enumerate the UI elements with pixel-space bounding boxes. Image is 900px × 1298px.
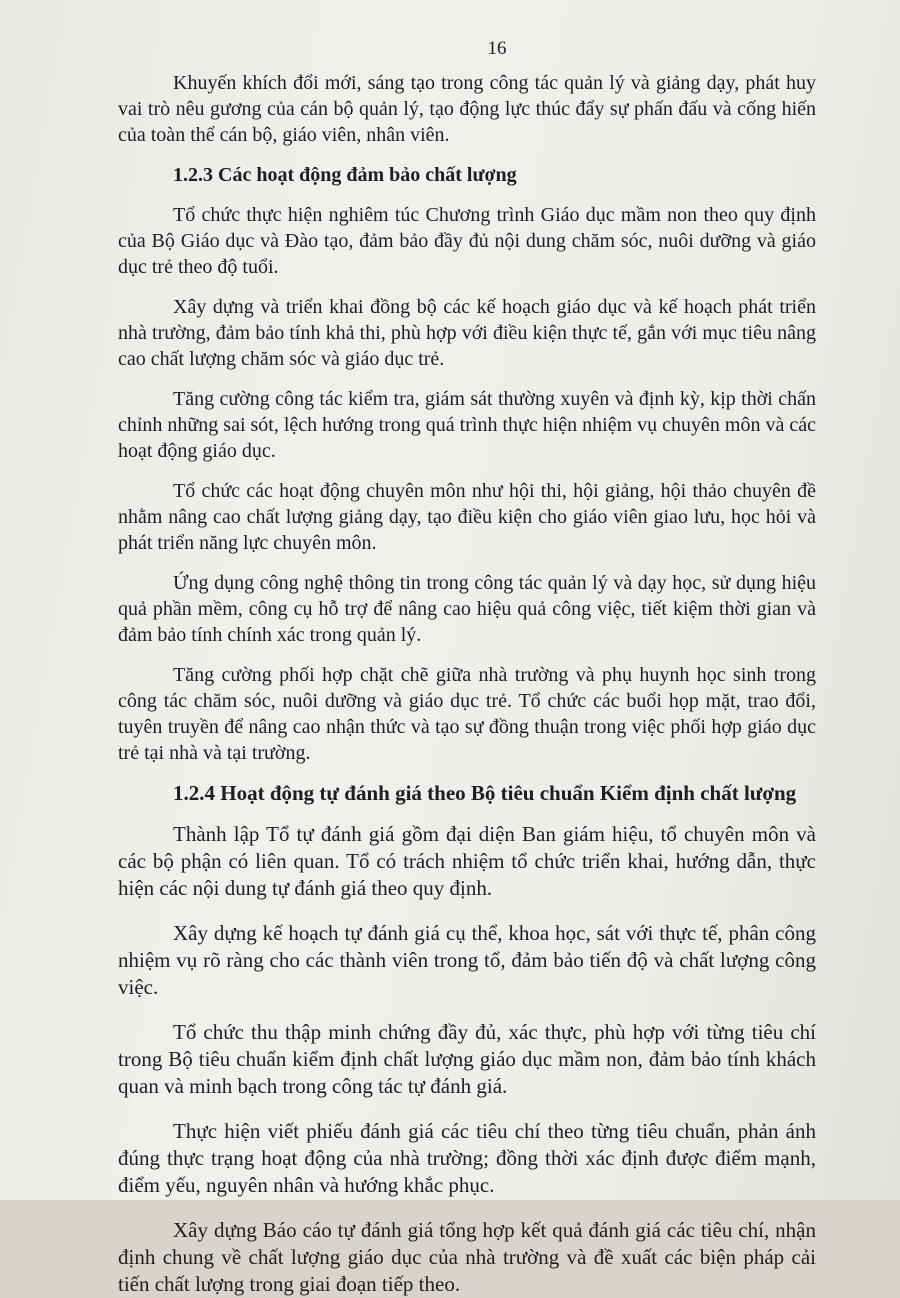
intro-paragraph: Khuyến khích đổi mới, sáng tạo trong công tác quản lý và giảng dạy, phát huy vai trò nêu gương của cán bộ quản lý, tạo động lực thúc đẩy sự phấn đấu và cống hiến của toàn thể cán bộ, giáo viên, nhân viên. bbox=[118, 72, 816, 146]
body-paragraph: Thực hiện viết phiếu đánh giá các tiêu chí theo từng tiêu chuẩn, phản ánh đúng thực trạng hoạt động của nhà trường; đồng thời xác định được điểm mạnh, điểm yếu, nguyên nhân và hướng khắc phục. bbox=[118, 1119, 816, 1197]
body-paragraph: Tăng cường phối hợp chặt chẽ giữa nhà trường và phụ huynh học sinh trong công tác chăm sóc, nuôi dưỡng và giáo dục trẻ. Tổ chức các buổi họp mặt, trao đổi, tuyên truyền để nâng cao nhận thức và tạo sự đồng thuận trong việc phối hợp giáo dục trẻ tại nhà và tại trường. bbox=[118, 664, 816, 764]
section-1-2-3 bbox=[118, 162, 816, 766]
body-paragraph: Xây dựng Báo cáo tự đánh giá tổng hợp kết quả đánh giá các tiêu chí, nhận định chung về chất lượng giáo dục của nhà trường và đề xuất các biện pháp cải tiến chất lượng trong giai đoạn tiếp theo. bbox=[118, 1218, 816, 1296]
body-paragraph: Xây dựng kế hoạch tự đánh giá cụ thể, khoa học, sát với thực tế, phân công nhiệm vụ rõ ràng cho các thành viên trong tổ, đảm bảo tiến độ và chất lượng công việc. bbox=[118, 921, 816, 999]
body-paragraph: Xây dựng và triển khai đồng bộ các kế hoạch giáo dục và kế hoạch phát triển nhà trường, đảm bảo tính khả thi, phù hợp với điều kiện thực tế, gắn với mục tiêu nâng cao chất lượng chăm sóc và giáo dục trẻ. bbox=[118, 296, 816, 370]
body-paragraph: Tổ chức các hoạt động chuyên môn như hội thi, hội giảng, hội thảo chuyên đề nhằm nâng cao chất lượng giảng dạy, tạo điều kiện cho giáo viên giao lưu, học hỏi và phát triển năng lực chuyên môn. bbox=[118, 480, 816, 554]
body-paragraph: Thành lập Tổ tự đánh giá gồm đại diện Ban giám hiệu, tổ chuyên môn và các bộ phận có liên quan. Tổ có trách nhiệm tổ chức triển khai, hướng dẫn, thực hiện các nội dung tự đánh giá theo quy định. bbox=[118, 822, 816, 900]
section-heading: 1.2.4 Hoạt động tự đánh giá theo Bộ tiêu chuẩn Kiểm định chất lượng bbox=[173, 781, 797, 805]
body-paragraph: Tổ chức thu thập minh chứng đầy đủ, xác thực, phù hợp với từng tiêu chí trong Bộ tiêu chuẩn kiểm định chất lượng giáo dục mầm non, đảm bảo tính khách quan và minh bạch trong công tác tự đánh giá. bbox=[118, 1020, 816, 1098]
section-heading: 1.2.3 Các hoạt động đảm bảo chất lượng bbox=[173, 164, 517, 186]
body-paragraph: Tổ chức thực hiện nghiêm túc Chương trình Giáo dục mầm non theo quy định của Bộ Giáo dục và Đào tạo, đảm bảo đầy đủ nội dung chăm sóc, nuôi dưỡng và giáo dục trẻ theo độ tuổi. bbox=[118, 204, 816, 278]
section-1-2-4 bbox=[118, 780, 816, 1298]
body-paragraph: Tăng cường công tác kiểm tra, giám sát thường xuyên và định kỳ, kịp thời chấn chỉnh những sai sót, lệch hướng trong quá trình thực hiện nhiệm vụ chuyên môn và các hoạt động giáo dục. bbox=[118, 388, 816, 462]
page-number: 16 bbox=[487, 38, 507, 59]
body-paragraph: Ứng dụng công nghệ thông tin trong công tác quản lý và dạy học, sử dụng hiệu quả phần mềm, công cụ hỗ trợ để nâng cao hiệu quả công việc, tiết kiệm thời gian và đảm bảo tính chính xác trong quản lý. bbox=[118, 572, 816, 646]
